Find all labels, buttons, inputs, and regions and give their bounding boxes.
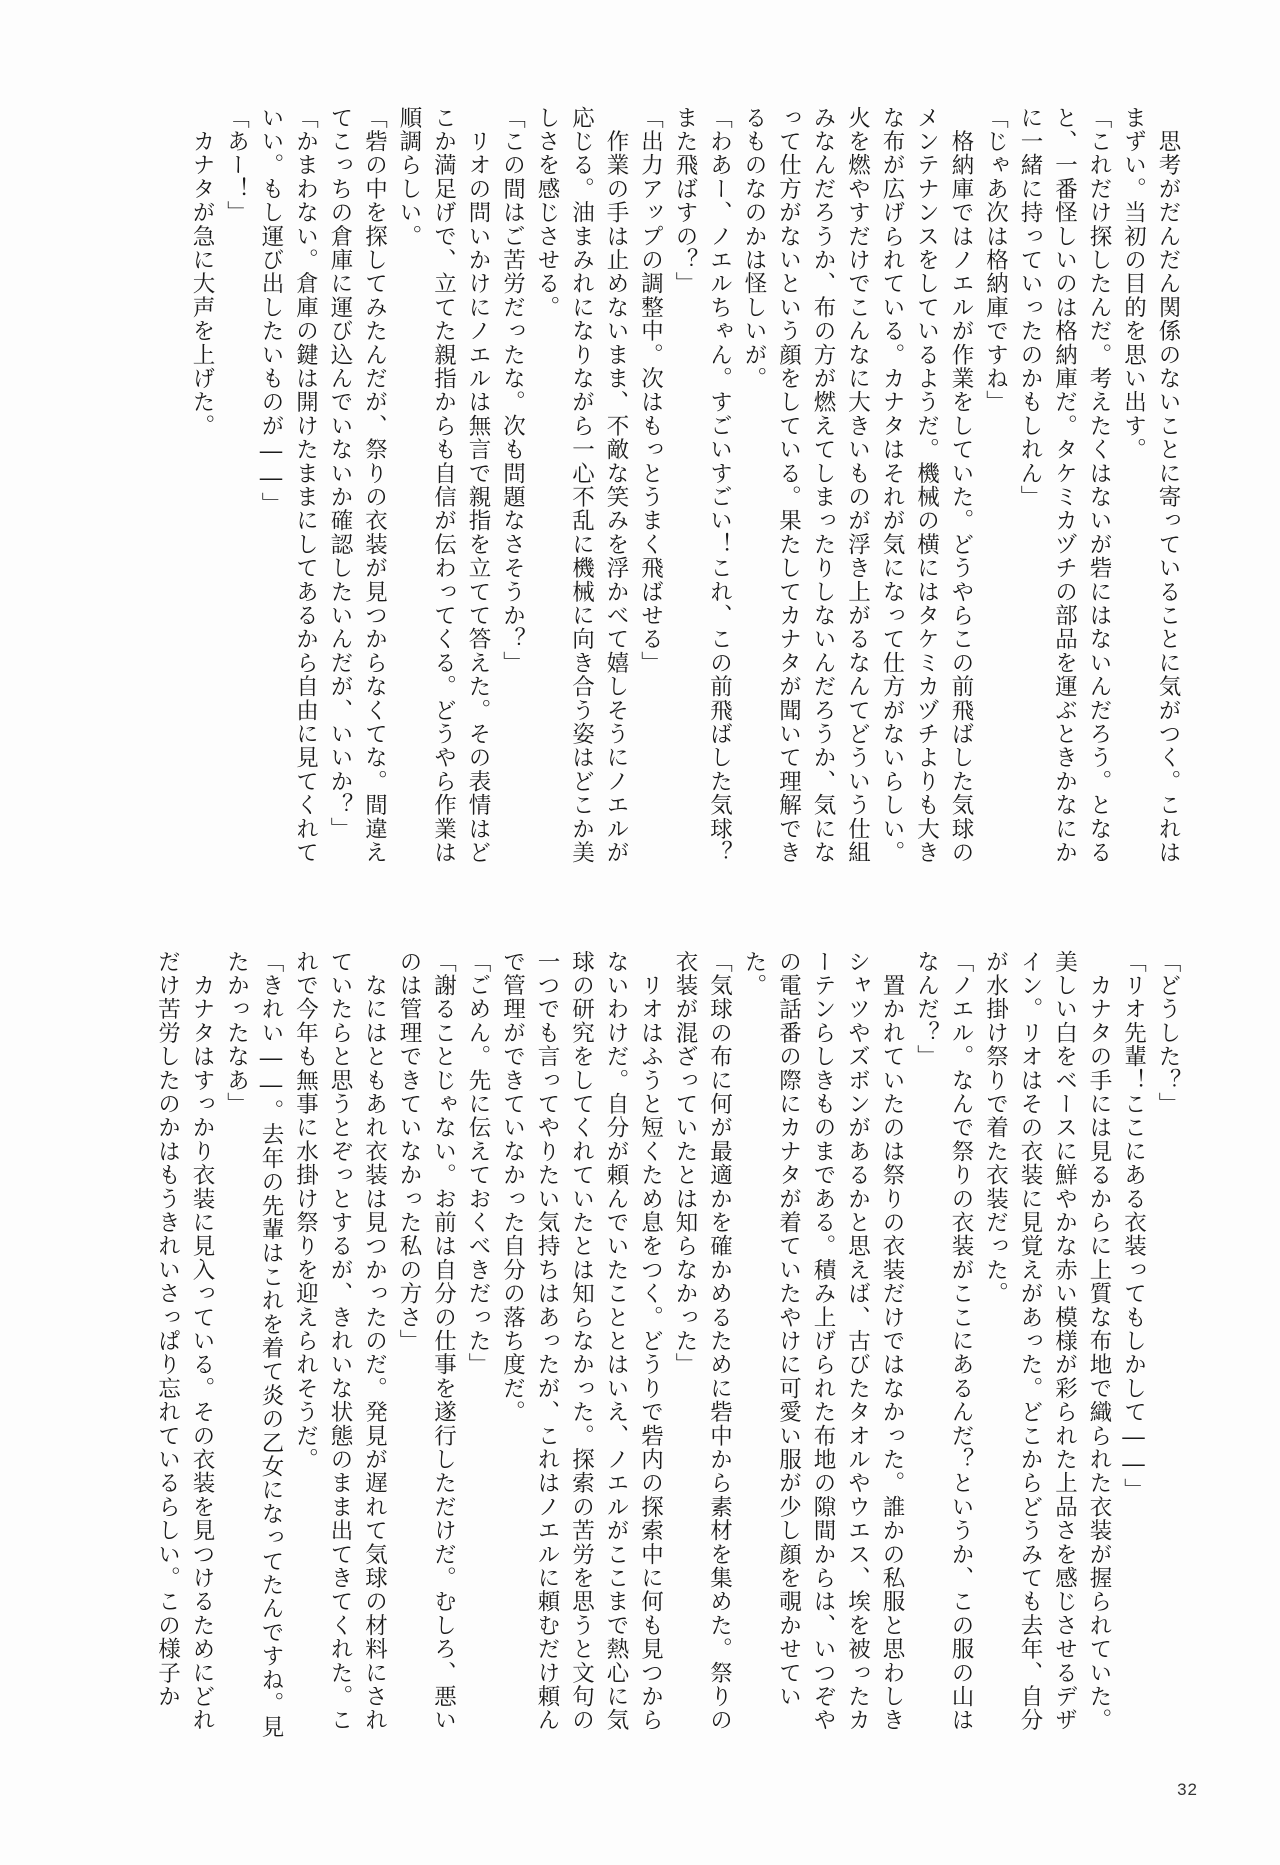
dialogue-line: 「リオ先輩！ここにある衣装ってもしかして――」 [1120, 950, 1147, 1503]
dialogue-line: 「わあー、ノエルちゃん。すごいすごい！これ、この前飛ばした気球？また飛ばすの？」 [672, 106, 733, 865]
paragraph: カナタが急に大声を上げた。 [189, 106, 215, 438]
dialogue-line: 「あー！」 [223, 106, 250, 225]
dialogue-line: 「この間はご苦労だったな。次も問題なさそうか？」 [499, 106, 526, 675]
dialogue-line: 「じゃあ次は格納庫ですね」 [982, 106, 1009, 415]
dialogue-line: 「どうした？」 [1155, 950, 1181, 1116]
dialogue-line: 「謝ることじゃない。お前は自分の仕事を遂行しただけだ。むしろ、悪いのは管理できていなかった私の方さ」 [396, 950, 457, 1733]
paragraph: 置かれていたのは祭りの衣装だけではなかった。誰かの私服と思わしきシャツやズボンがあるかと思えば、古びたタオルやウエス、埃を被ったカーテンらしきものまである。積み上げられた布地の隙間からは、いつぞやの電話番の際にカナタが着ていたやけに可愛い服が少し顔を覗かせていた。 [741, 950, 905, 1733]
paragraph: なにはともあれ衣装は見つかったのだ。発見が遅れて気球の材料にされていたらと思うとぞっとするが、きれいな状態のまま出てきてくれた。これで今年も無事に水掛け祭りを迎えられそうだ。 [292, 950, 388, 1733]
paragraph: リオの問いかけにノエルは無言で親指を立てて答えた。その表情はどこか満足げで、立てた親指からも自信が伝わってくる。どうやら作業は順調らしい。 [396, 106, 491, 865]
paragraph: 格納庫ではノエルが作業をしていた。どうやらこの前飛ばした気球のメンテナンスをしているようだ。機械の横にはタケミカヅチよりも大きな布が広げられている。カナタはそれが気になって仕方がないらしい。火を燃やすだけでこんなに大きいものが浮き上がるなんてどういう仕組みなんだろうか、布の方が燃えてしまったりしないんだろうか、気になって仕方がないという顔をしている。果たしてカナタが聞いて理解できるものなのかは怪しいが。 [741, 106, 974, 865]
dialogue-line: 「ごめん。先に伝えておくべきだった」 [465, 950, 491, 1377]
dialogue-line: 「出力アップの調整中。次はもっとうまく飛ばせる」 [637, 106, 664, 675]
paragraph: リオはふうと短くため息をつく。どうりで砦内の探索中に何も見つからないわけだ。自分が頼んでいたこととはいえ、ノエルがここまで熱心に気球の研究をしてくれていたとは知らなかった。探索の苦労を思うと文句の一つでも言ってやりたい気持ちはあったが、これはノエルに頼むだけ頼んで管理ができていなかった自分の落ち度だ。 [499, 950, 664, 1733]
paragraph: 思考がだんだん関係のないことに寄っていることに気がつく。これはまずい。当初の目的を思い出す。 [1120, 106, 1181, 865]
page-number: 32 [1177, 1780, 1198, 1799]
dialogue-line: 「かまわない。倉庫の鍵は開けたままにしてあるから自由に見てくれていい。もし運び出したいものが――」 [258, 106, 319, 865]
dialogue-line: 「気球の布に何が最適かを確かめるために砦中から素材を集めた。祭りの衣装が混ざっていたとは知らなかった」 [672, 950, 733, 1733]
dialogue-line: 「ノエル。なんで祭りの衣装がここにあるんだ？というか、この服の山はなんだ？」 [913, 950, 974, 1733]
paragraph: カナタの手には見るからに上質な布地で織られた衣装が握られていた。美しい白をベースに鮮やかな赤い模様が彩られた上品さを感じさせるデザイン。リオはその衣装に見覚えがあった。どこからどうみても去年、自分が水掛け祭りで着た衣装だった。 [982, 950, 1112, 1733]
upper-text-block [75, 106, 1185, 886]
dialogue-line: 「これだけ探したんだ。考えたくはないが砦にはないんだろう。となると、一番怪しいのは格納庫だ。タケミカヅチの部品を運ぶときかなにかに一緒に持っていったのかもしれん」 [1017, 106, 1112, 865]
dialogue-line: 「砦の中を探してみたんだが、祭りの衣装が見つからなくてな。間違えてこっちの倉庫に運び込んでいないか確認したいんだが、いいか？」 [327, 106, 388, 865]
paragraph: 作業の手は止めないまま、不敵な笑みを浮かべて嬉しそうにノエルが応じる。油まみれになりながら一心不乱に機械に向き合う姿はどこか美しさを感じさせる。 [534, 106, 629, 865]
dialogue-line: 「きれい――。去年の先輩はこれを着て炎の乙女になってたんですね。見たかったなあ」 [223, 950, 284, 1740]
paragraph: カナタはすっかり衣装に見入っている。その衣装を見つけるためにどれだけ苦労したのかはもうきれいさっぱり忘れているらしい。この様子か [154, 950, 215, 1733]
lower-text-block [75, 950, 1185, 1740]
